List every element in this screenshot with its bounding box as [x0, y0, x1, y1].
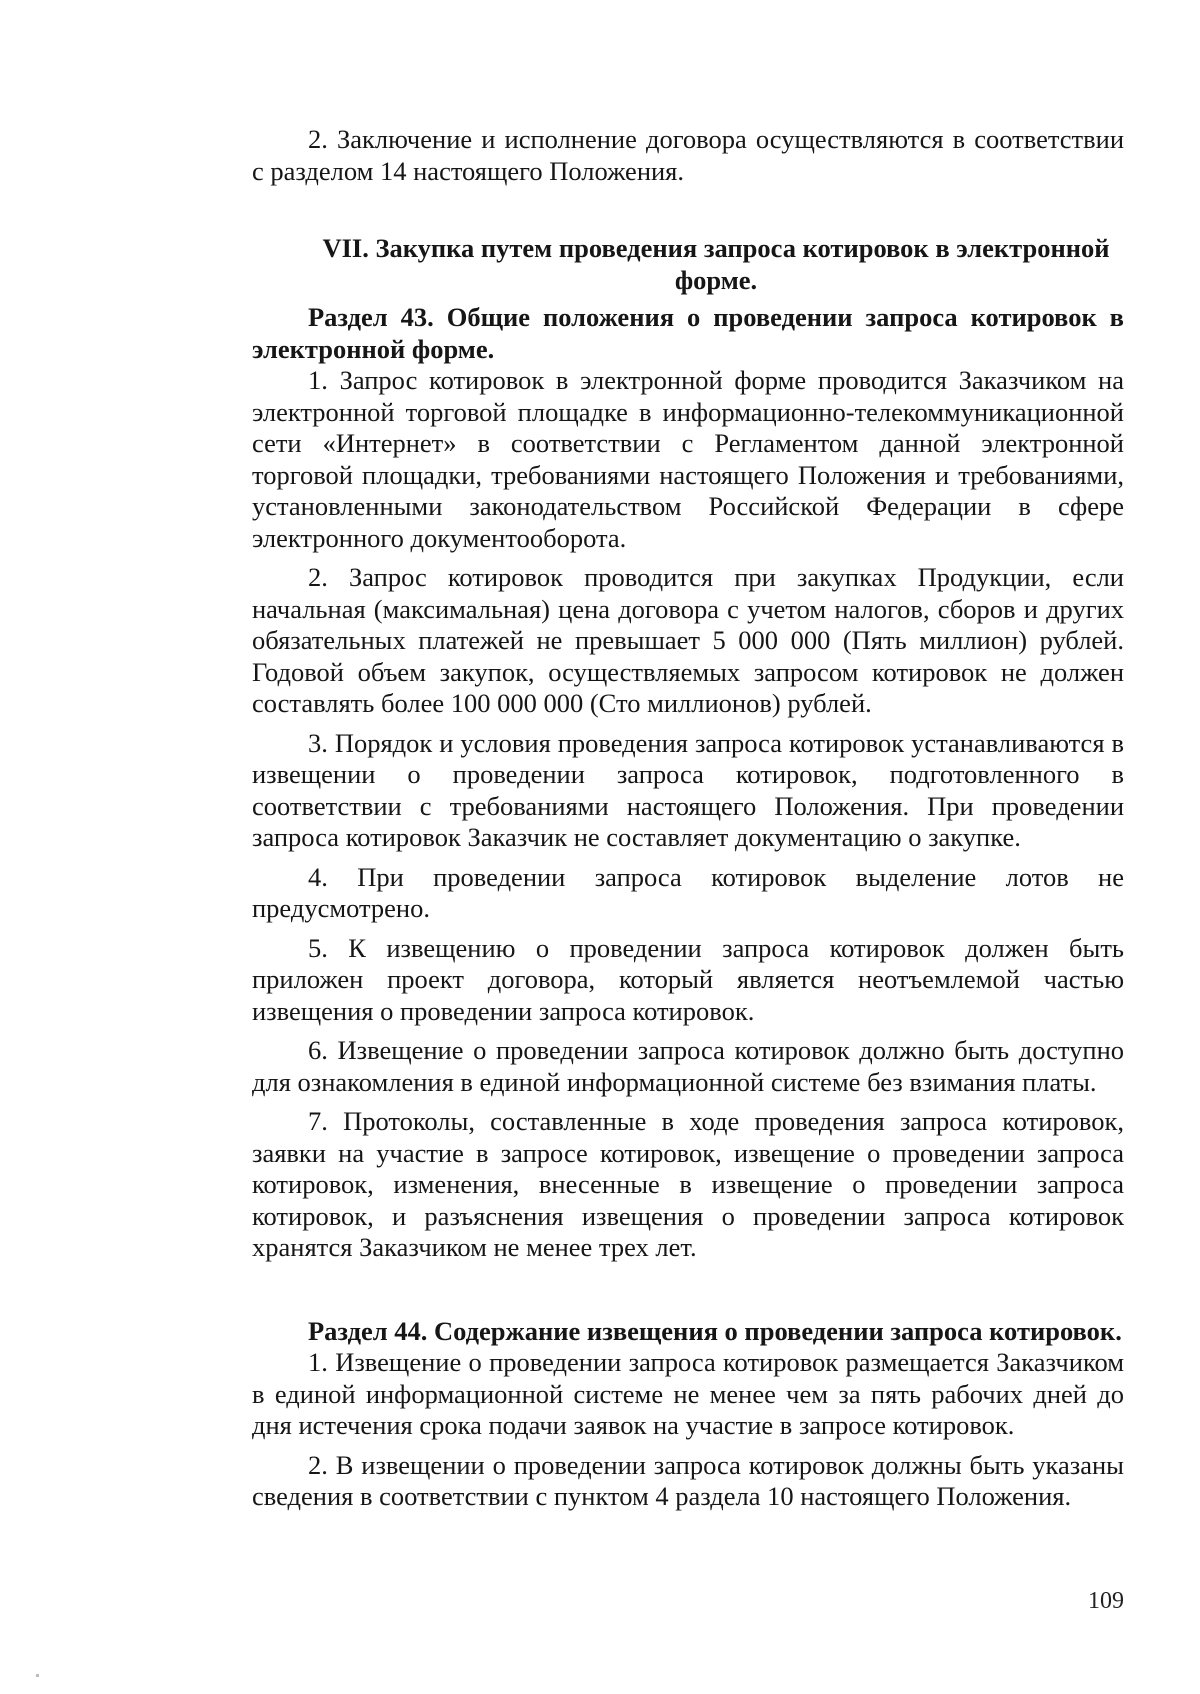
section-43-paragraph-6: 6. Извещение о проведении запроса котировок должно быть доступно для ознакомления в единой информационной системе без взимания платы. [252, 1035, 1124, 1097]
section-43-title: Раздел 43. Общие положения о проведении запроса котировок в электронной форме. [252, 302, 1124, 364]
document-page [252, 124, 1124, 1513]
section-43-paragraph-4: 4. При проведении запроса котировок выделение лотов не предусмотрено. [252, 861, 1124, 923]
section-43-paragraph-1: 1. Запрос котировок в электронной форме проводится Заказчиком на электронной торговой площадке в информационно-телекоммуникационной сети «Интернет» в соответствии с Регламентом данной электронной торговой площадки, требованиями настоящего Положения и требованиями, установленными законодательством Российской Федерации в сфере электронного документооборота. [252, 365, 1124, 553]
section-44-paragraph-1: 1. Извещение о проведении запроса котировок размещается Заказчиком в единой информационной системе не менее чем за пять рабочих дней до дня истечения срока подачи заявок на участие в запросе котировок. [252, 1347, 1124, 1440]
page-number: 109 [1088, 1588, 1124, 1614]
section-43-paragraph-3: 3. Порядок и условия проведения запроса котировок устанавливаются в извещении о проведении запроса котировок, подготовленного в соответствии с требованиями настоящего Положения. При проведении запроса котировок Заказчик не составляет документацию о закупке. [252, 727, 1124, 852]
section-43-paragraph-2: 2. Запрос котировок проводится при закупках Продукции, если начальная (максимальная) цена договора с учетом налогов, сборов и других обязательных платежей не превышает 5 000 000 (Пять миллион) рублей. Годовой объем закупок, осуществляемых запросом котировок не должен составлять более 100 000 000 (Сто миллионов) рублей. [252, 562, 1124, 718]
intro-paragraph: 2. Заключение и исполнение договора осуществляются в соответствии с разделом 14 настоящего Положения. [252, 124, 1124, 186]
section-43-paragraph-7: 7. Протоколы, составленные в ходе проведения запроса котировок, заявки на участие в запросе котировок, извещение о проведении запроса котировок, изменения, внесенные в извещение о проведении запроса котировок, и разъяснения извещения о проведении запроса котировок хранятся Заказчиком не менее трех лет. [252, 1106, 1124, 1262]
scan-speck [36, 1674, 39, 1677]
section-43-paragraph-5: 5. К извещению о проведении запроса котировок должен быть приложен проект договора, который является неотъемлемой частью извещения о проведении запроса котировок. [252, 932, 1124, 1026]
section-44-paragraph-2: 2. В извещении о проведении запроса котировок должны быть указаны сведения в соответствии с пунктом 4 раздела 10 настоящего Положения. [252, 1449, 1124, 1511]
section-44-title: Раздел 44. Содержание извещения о проведении запроса котировок. [308, 1315, 1122, 1346]
chapter-title: VII. Закупка путем проведения запроса котировок в электронной форме. [322, 233, 1110, 295]
